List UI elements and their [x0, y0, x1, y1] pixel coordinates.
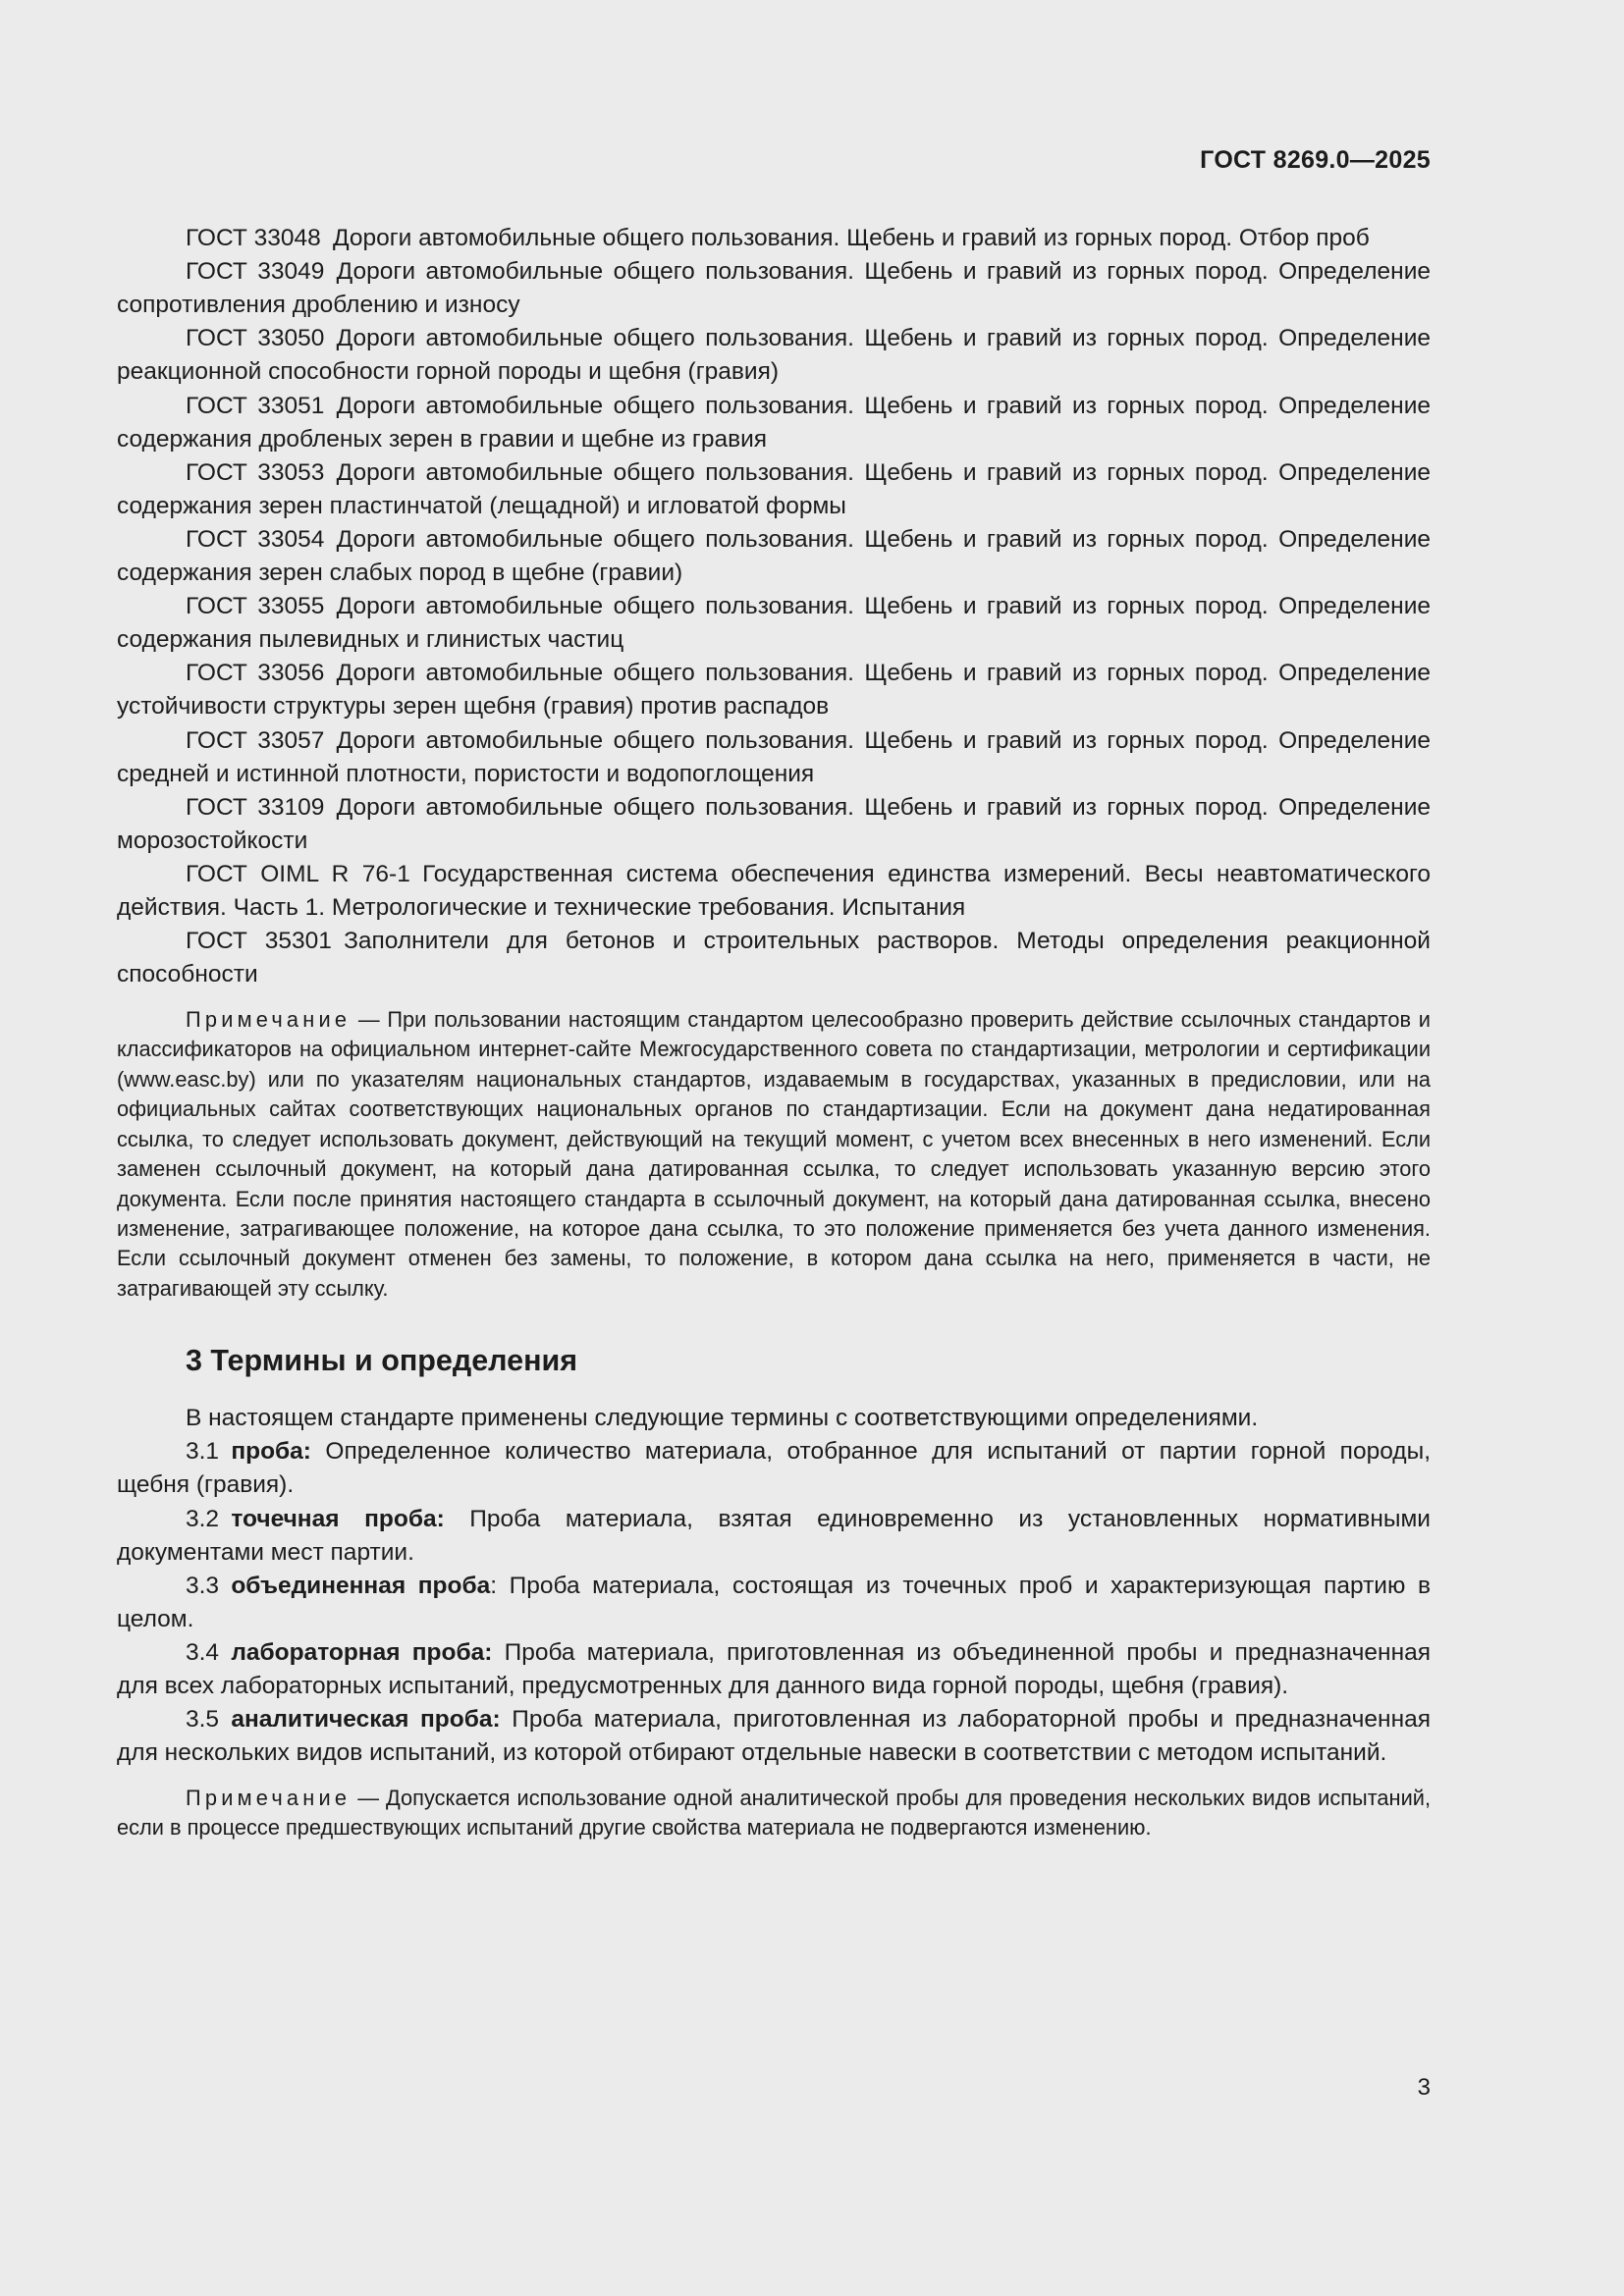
note-label: Примечание: [186, 1007, 352, 1033]
reference-title: Дороги автомобильные общего пользования. Щебень и гравий из горных пород. Определение содержания зерен пластинчатой (лещадной) и игловатой формы: [117, 458, 1431, 519]
section-title: 3 Термины и определения: [186, 1344, 578, 1378]
term-number: 3.4: [186, 1638, 220, 1666]
term-name: лабораторная проба:: [231, 1638, 493, 1666]
reference-code: ГОСТ 33054: [186, 525, 325, 553]
term-name: аналитическая проба:: [231, 1706, 501, 1734]
reference-item: [117, 925, 1431, 991]
reference-code: ГОСТ 33109: [186, 793, 325, 821]
section-intro: В настоящем стандарте применены следующие термины с соответствующими определениями.: [186, 1405, 1259, 1432]
reference-code: ГОСТ 33056: [186, 660, 325, 687]
term-definition: [117, 1703, 1431, 1770]
note-text: — Допускается использование одной аналитической пробы для проведения нескольких видов испытаний, если в процессе предшествующих испытаний другие свойства материала не подвергаются изменению.: [117, 1786, 1431, 1841]
term-text: : Проба материала, состоящая из точечных проб и характеризующая партию в целом.: [117, 1572, 1431, 1632]
reference-item: [117, 657, 1431, 723]
reference-item: [117, 456, 1431, 523]
term-text: Проба материала, приготовленная из объединенной пробы и предназначенная для всех лабораторных испытаний, предусмотренных для данного вида горной породы, щебня (гравия).: [117, 1638, 1431, 1699]
reference-code: ГОСТ 33057: [186, 726, 325, 754]
reference-code: ГОСТ 33051: [186, 392, 325, 419]
reference-item: [117, 322, 1431, 389]
reference-title: Заполнители для бетонов и строительных растворов. Методы определения реакционной способности: [117, 928, 1431, 988]
term-number: 3.3: [186, 1572, 220, 1599]
term-definition: [117, 1503, 1431, 1570]
reference-code: ГОСТ 33049: [186, 258, 325, 286]
term-definition: [117, 1435, 1431, 1502]
reference-code: ГОСТ 33050: [186, 325, 325, 352]
reference-item: [117, 590, 1431, 657]
reference-title: Дороги автомобильные общего пользования. Щебень и гравий из горных пород. Определение морозостойкости: [117, 793, 1431, 854]
term-number: 3.2: [186, 1505, 220, 1532]
terms-list: [117, 1435, 1431, 1770]
term-number: 3.5: [186, 1706, 220, 1734]
page-content: [117, 222, 1431, 1843]
reference-title: Дороги автомобильные общего пользования. Щебень и гравий из горных пород. Определение сопротивления дроблению и износу: [117, 258, 1431, 319]
reference-code: ГОСТ 33055: [186, 593, 325, 620]
term-name: точечная проба:: [231, 1505, 445, 1532]
reference-title: Дороги автомобильные общего пользования. Щебень и гравий из горных пород. Определение содержания пылевидных и глинистых частиц: [117, 593, 1431, 654]
reference-code: ГОСТ 33053: [186, 458, 325, 486]
term-definition: [117, 1636, 1431, 1703]
reference-item: [117, 255, 1431, 322]
reference-title: Дороги автомобильные общего пользования. Щебень и гравий из горных пород. Определение средней и истинной плотности, пористости и водопоглощения: [117, 726, 1431, 787]
reference-title: Дороги автомобильные общего пользования. Щебень и гравий из горных пород. Определение реакционной способности горной породы и щебня (гравия): [117, 325, 1431, 386]
reference-item: [117, 858, 1431, 925]
normative-references-list: [117, 222, 1431, 991]
reference-item: [117, 791, 1431, 858]
reference-title: Дороги автомобильные общего пользования. Щебень и гравий из горных пород. Определение содержания дробленых зерен в гравии и щебне из гравия: [117, 392, 1431, 453]
reference-title: Дороги автомобильные общего пользования. Щебень и гравий из горных пород. Определение устойчивости структуры зерен щебня (гравия) против распадов: [117, 660, 1431, 721]
note-label: Примечание: [186, 1786, 352, 1811]
term-name: объединенная проба: [231, 1572, 491, 1599]
reference-title: Дороги автомобильные общего пользования. Щебень и гравий из горных пород. Отбор проб: [332, 225, 1370, 251]
term-number: 3.1: [186, 1438, 220, 1466]
term-definition: [117, 1570, 1431, 1636]
reference-item: [117, 222, 1431, 255]
term-text: Проба материала, приготовленная из лабораторной пробы и предназначенная для нескольких видов испытаний, из которой отбирают отдельные навески в соответствии с методом испытаний.: [117, 1706, 1431, 1767]
reference-item: [117, 523, 1431, 590]
reference-code: ГОСТ OIML R 76-1: [186, 860, 410, 887]
note-text: — При пользовании настоящим стандартом целесообразно проверить действие ссылочных стандартов и классификаторов на официальном интернет-сайте Межгосударственного совета по стандартизации, метрологии и сертификации (www.easc.by) или по указателям национальных стандартов, издаваемым в государствах, указанных в предисловии, или на официальных сайтах соответствующих национальных органов по стандартизации. Если на документ дана недатированная ссылка, то следует использовать документ, действующий на текущий момент, с учетом всех внесенных в него изменений. Если заменен ссылочный документ, на который дана датированная ссылка, то следует использовать указанную версию этого документа. Если после принятия настоящего стандарта в ссылочный документ, на который дана датированная ссылка, внесено изменение, затрагивающее положение, на которое дана ссылка, то это положение применяется без учета данного изменения. Если ссылочный документ отменен без замены, то положение, в котором дана ссылка на него, применяется в части, не затрагивающей эту ссылку.: [117, 1007, 1431, 1301]
document-header: ГОСТ 8269.0—2025: [1200, 146, 1431, 174]
reference-code: ГОСТ 33048: [186, 225, 321, 251]
term-name: проба:: [231, 1438, 311, 1466]
page-number: 3: [1417, 2074, 1431, 2101]
term-text: Проба материала, взятая единовременно из установленных нормативными документами мест партии.: [117, 1505, 1431, 1566]
terms-note: [117, 1784, 1431, 1843]
reference-title: Государственная система обеспечения единства измерений. Весы неавтоматического действия. Часть 1. Метрологические и технические требования. Испытания: [117, 860, 1431, 921]
reference-item: [117, 390, 1431, 456]
references-note: [117, 1005, 1431, 1304]
reference-title: Дороги автомобильные общего пользования. Щебень и гравий из горных пород. Определение содержания зерен слабых пород в щебне (гравии): [117, 525, 1431, 586]
term-text: Определенное количество материала, отобранное для испытаний от партии горной породы, щебня (гравия).: [117, 1438, 1432, 1499]
reference-item: [117, 724, 1431, 791]
reference-code: ГОСТ 35301: [186, 928, 332, 955]
